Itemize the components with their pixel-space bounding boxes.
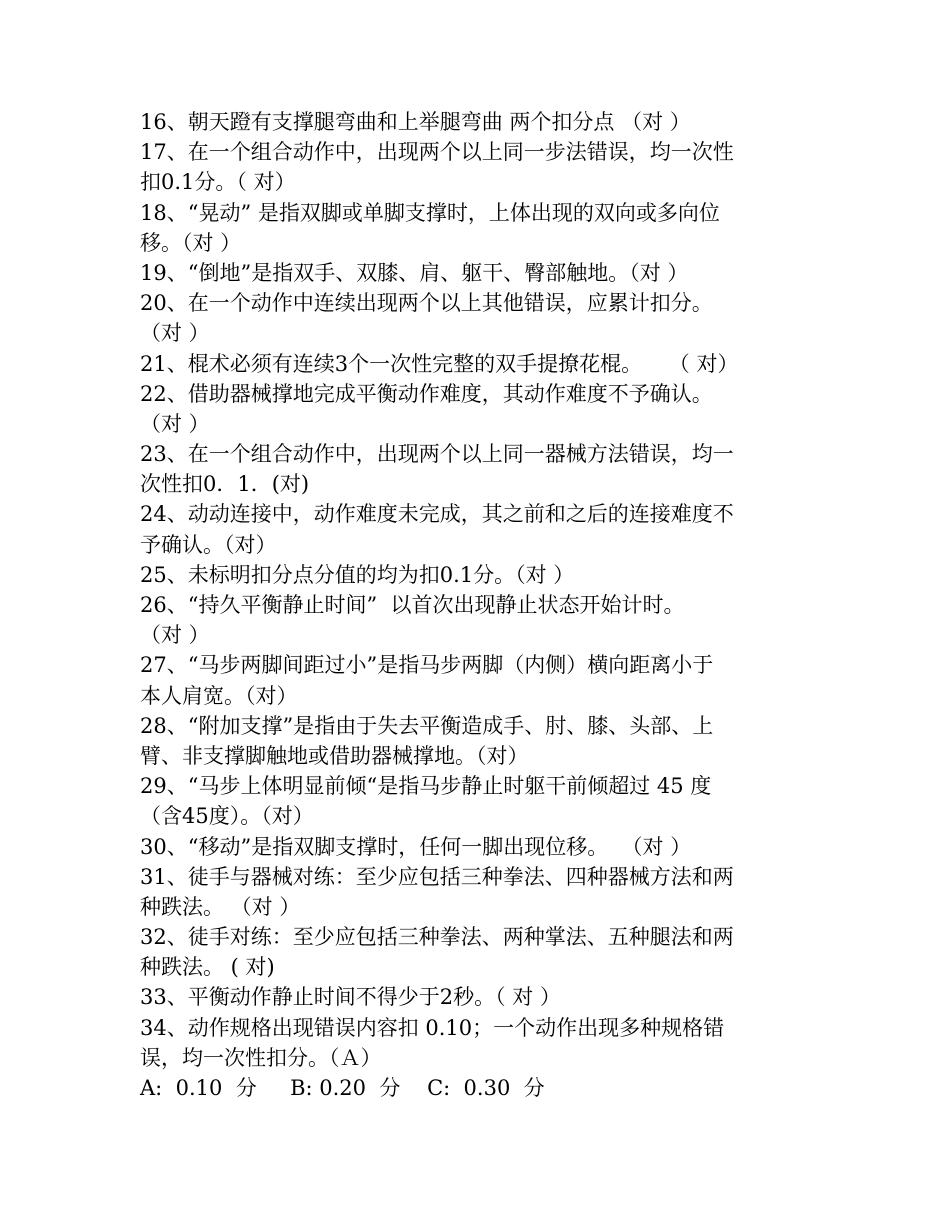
text-line: 27、“马步两脚间距过小”是指马步两脚（内侧）横向距离小于 bbox=[140, 653, 714, 678]
text-line: 臂、非支撑脚触地或借助器械撑地。（对） bbox=[140, 743, 529, 768]
text-line: 16、朝天蹬有支撑腿弯曲和上举腿弯曲 两个扣分点 （对 ） bbox=[140, 110, 691, 134]
text-line: 26、“持久平衡静止时间” 以首次出现静止状态开始计时。 bbox=[140, 593, 685, 617]
text-line: 扣0.1分。（ 对） bbox=[140, 170, 296, 195]
text-line: 17、在一个组合动作中，出现两个以上同一步法错误，均一次性 bbox=[140, 140, 734, 165]
text-line: 22、借助器械撑地完成平衡动作难度，其动作难度不予确认。 bbox=[140, 381, 713, 406]
text-line: 23、在一个组合动作中，出现两个以上同一器械方法错误，均一 bbox=[140, 442, 734, 467]
text-line: 30、“移动”是指双脚支撑时，任何一脚出现位移。 （对 ） bbox=[140, 834, 692, 859]
text-line: （含45度）。（对） bbox=[140, 804, 314, 829]
text-line: 21、棍术必须有连续3个一次性完整的双手提撩花棍。 （ 对） bbox=[140, 351, 739, 376]
text-line: 33、平衡动作静止时间不得少于2秒。（ 对 ） bbox=[140, 985, 561, 1010]
text-line: 29、“马步上体明显前倾“是指马步静止时躯干前倾超过 45 度 bbox=[140, 774, 712, 799]
text-line: 次性扣0．1．(对) bbox=[140, 472, 310, 497]
text-line: 予确认。（对） bbox=[140, 532, 277, 557]
text-line: 25、未标明扣分点分值的均为扣0.1分。（对 ） bbox=[140, 562, 575, 587]
text-line: （对 ） bbox=[140, 623, 210, 648]
answer-options-line: A: 0.10 分 B: 0.20 分 C: 0.30 分 bbox=[140, 1076, 545, 1100]
text-line: 19、“倒地”是指双手、双膝、肩、躯干、臀部触地。（对 ） bbox=[140, 260, 689, 285]
text-line: 18、“晃动” 是指双脚或单脚支撑时，上体出现的双向或多向位 bbox=[140, 200, 720, 225]
text-line: 种跌法。 ( 对) bbox=[140, 955, 275, 980]
text-line: 种跌法。 （对 ） bbox=[140, 894, 301, 919]
text-line: 24、动动连接中，动作难度未完成，其之前和之后的连接难度不 bbox=[140, 502, 734, 527]
text-line: 本人肩宽。（对） bbox=[140, 683, 298, 708]
document-body bbox=[140, 107, 820, 1103]
text-line: （对 ） bbox=[140, 411, 210, 436]
text-line: 误，均一次性扣分。（Ａ） bbox=[140, 1045, 382, 1070]
text-line: 移。（对 ） bbox=[140, 230, 242, 255]
text-line: 31、徒手与器械对练：至少应包括三种拳法、四种器械方法和两 bbox=[140, 864, 734, 889]
text-line: 28、“附加支撑”是指由于失去平衡造成手、肘、膝、头部、上 bbox=[140, 713, 714, 738]
text-line: 32、徒手对练：至少应包括三种拳法、两种掌法、五种腿法和两 bbox=[140, 925, 734, 950]
text-line: （对 ） bbox=[140, 321, 210, 346]
text-line: 20、在一个动作中连续出现两个以上其他错误，应累计扣分。 bbox=[140, 291, 713, 316]
text-line: 34、动作规格出现错误内容扣 0.10；一个动作出现多种规格错 bbox=[140, 1015, 725, 1040]
